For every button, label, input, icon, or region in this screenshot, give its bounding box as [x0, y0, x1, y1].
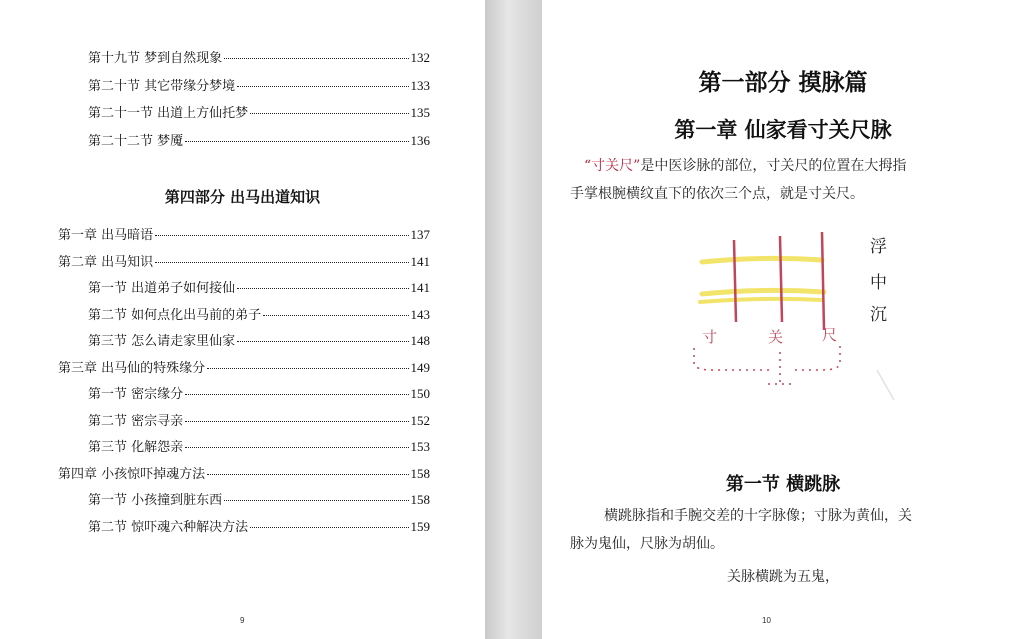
toc-entry-page: 150 — [410, 386, 430, 401]
body-line-1: 横跳脉指和手腕交差的十字脉像；寸脉为黄仙，关 — [604, 508, 912, 524]
toc-leader-dots — [237, 288, 408, 289]
toc-entry-label: 第二节 惊吓魂六种解决方法 — [88, 519, 249, 535]
level-label-chen: 沉 — [870, 305, 887, 325]
toc-entry[interactable] — [88, 489, 430, 509]
level-label-zhong: 中 — [870, 273, 887, 293]
dotted-connector-right — [792, 346, 840, 370]
toc-leader-dots — [237, 341, 408, 342]
toc-entry-label: 第二节 密宗寻亲 — [88, 413, 184, 429]
body-line-3: 关脉横跳为五鬼， — [727, 569, 839, 585]
toc-entry-page: 132 — [410, 50, 430, 65]
toc-entry[interactable] — [58, 224, 430, 244]
toc-entry[interactable] — [88, 383, 430, 403]
toc-entry[interactable] — [58, 251, 430, 271]
toc-entry-page: 153 — [410, 439, 430, 454]
toc-entry-page: 135 — [410, 105, 430, 120]
toc-entry-page: 136 — [410, 132, 430, 148]
toc-entry[interactable] — [58, 463, 430, 483]
toc-entry[interactable] — [88, 436, 430, 456]
toc-leader-dots — [185, 447, 408, 448]
toc-entry-page: 141 — [410, 280, 430, 295]
toc-entry-label: 第四章 小孩惊吓掉魂方法 — [58, 466, 206, 482]
toc-leader-dots — [185, 421, 408, 422]
toc-leader-dots — [263, 315, 408, 316]
toc-entry-label: 第二节 如何点化出马前的弟子 — [88, 307, 262, 323]
toc-entry-label: 第三节 化解怨亲 — [88, 440, 184, 455]
toc-leader-dots — [155, 235, 408, 236]
toc-leader-dots — [250, 527, 408, 528]
toc-entry[interactable] — [88, 75, 430, 95]
toc-entry-page: 133 — [410, 77, 430, 93]
position-label-cun: 寸 — [702, 328, 718, 346]
toc-entry-label: 第一节 密宗缘分 — [88, 387, 184, 402]
toc-entry[interactable] — [88, 47, 430, 67]
yellow-stroke-bottom — [700, 299, 822, 302]
body-line-2: 脉为鬼仙，尺脉为胡仙。 — [570, 536, 724, 552]
toc-entry[interactable] — [88, 277, 430, 297]
toc-entry-label: 第二章 出马知识 — [58, 254, 154, 270]
faint-mark — [877, 370, 894, 400]
toc-entry-page: 141 — [410, 253, 430, 269]
right-page — [542, 0, 1024, 639]
toc-leader-dots — [207, 474, 408, 475]
toc-entry[interactable] — [88, 516, 430, 536]
toc-entry[interactable] — [88, 102, 430, 122]
yellow-stroke-top — [702, 258, 822, 262]
toc-leader-dots — [224, 58, 408, 59]
level-label-fu: 浮 — [870, 237, 887, 257]
toc-entry[interactable] — [88, 304, 430, 324]
toc-leader-dots — [185, 141, 408, 142]
body-paragraph — [570, 502, 990, 558]
toc-entry-label: 第十九节 梦到自然现象 — [88, 51, 223, 66]
toc-entry[interactable] — [88, 330, 430, 350]
highlight-term: “寸关尺” — [584, 158, 641, 174]
intro-line-2: 手掌根腕横纹直下的依次三个点，就是寸关尺。 — [570, 186, 864, 202]
toc-leader-dots — [237, 86, 408, 87]
toc-entry[interactable] — [58, 357, 430, 377]
toc-entry-page: 137 — [410, 227, 430, 242]
toc-leader-dots — [155, 262, 408, 263]
section-one-title: 第一节 横跳脉 — [725, 474, 841, 495]
toc-entry-page: 148 — [410, 333, 430, 348]
red-vertical-right — [822, 232, 824, 330]
position-label-guan: 关 — [768, 328, 784, 346]
toc-entry-label: 第二十节 其它带缘分梦境 — [88, 78, 236, 94]
toc-leader-dots — [250, 113, 408, 114]
toc-entry-page: 143 — [410, 306, 430, 322]
yellow-stroke-middle — [702, 290, 824, 294]
right-page-number: 10 — [762, 616, 771, 625]
part-one-title: 第一部分 摸脉篇 — [698, 69, 868, 96]
toc-leader-dots — [185, 394, 408, 395]
chapter-one-title: 第一章 仙家看寸关尺脉 — [674, 117, 892, 142]
toc-entry-label: 第一节 小孩撞到脏东西 — [88, 493, 223, 508]
toc-leader-dots — [207, 368, 408, 369]
toc-entry[interactable] — [88, 130, 430, 150]
toc-entry-label: 第三章 出马仙的特殊缘分 — [58, 360, 206, 376]
toc-entry[interactable] — [88, 410, 430, 430]
part-four-heading: 第四部分 出马出道知识 — [164, 188, 321, 206]
toc-leader-dots — [224, 500, 408, 501]
red-vertical-middle — [780, 236, 782, 322]
page-gutter — [485, 0, 542, 639]
intro-paragraph — [570, 152, 990, 208]
intro-line-1: 是中医诊脉的部位，寸关尺的位置在大拇指 — [640, 158, 907, 174]
toc-entry-label: 第二十一节 出道上方仙托梦 — [88, 106, 249, 121]
toc-entry-label: 第一章 出马暗语 — [58, 228, 154, 243]
toc-entry-page: 158 — [410, 465, 430, 481]
toc-entry-label: 第一节 出道弟子如何接仙 — [88, 281, 236, 296]
toc-entry-label: 第三节 怎么请走家里仙家 — [88, 334, 236, 349]
toc-entry-page: 158 — [410, 492, 430, 507]
pulse-position-diagram — [672, 222, 912, 412]
dotted-connector-left — [694, 348, 772, 370]
position-label-chi: 尺 — [822, 326, 838, 344]
toc-entry-page: 152 — [410, 412, 430, 428]
red-vertical-left — [734, 240, 736, 322]
left-page-number: 9 — [240, 616, 245, 625]
toc-entry-page: 159 — [410, 518, 430, 534]
left-page — [0, 0, 485, 639]
toc-entry-page: 149 — [410, 359, 430, 375]
toc-entry-label: 第二十二节 梦魇 — [88, 133, 184, 149]
